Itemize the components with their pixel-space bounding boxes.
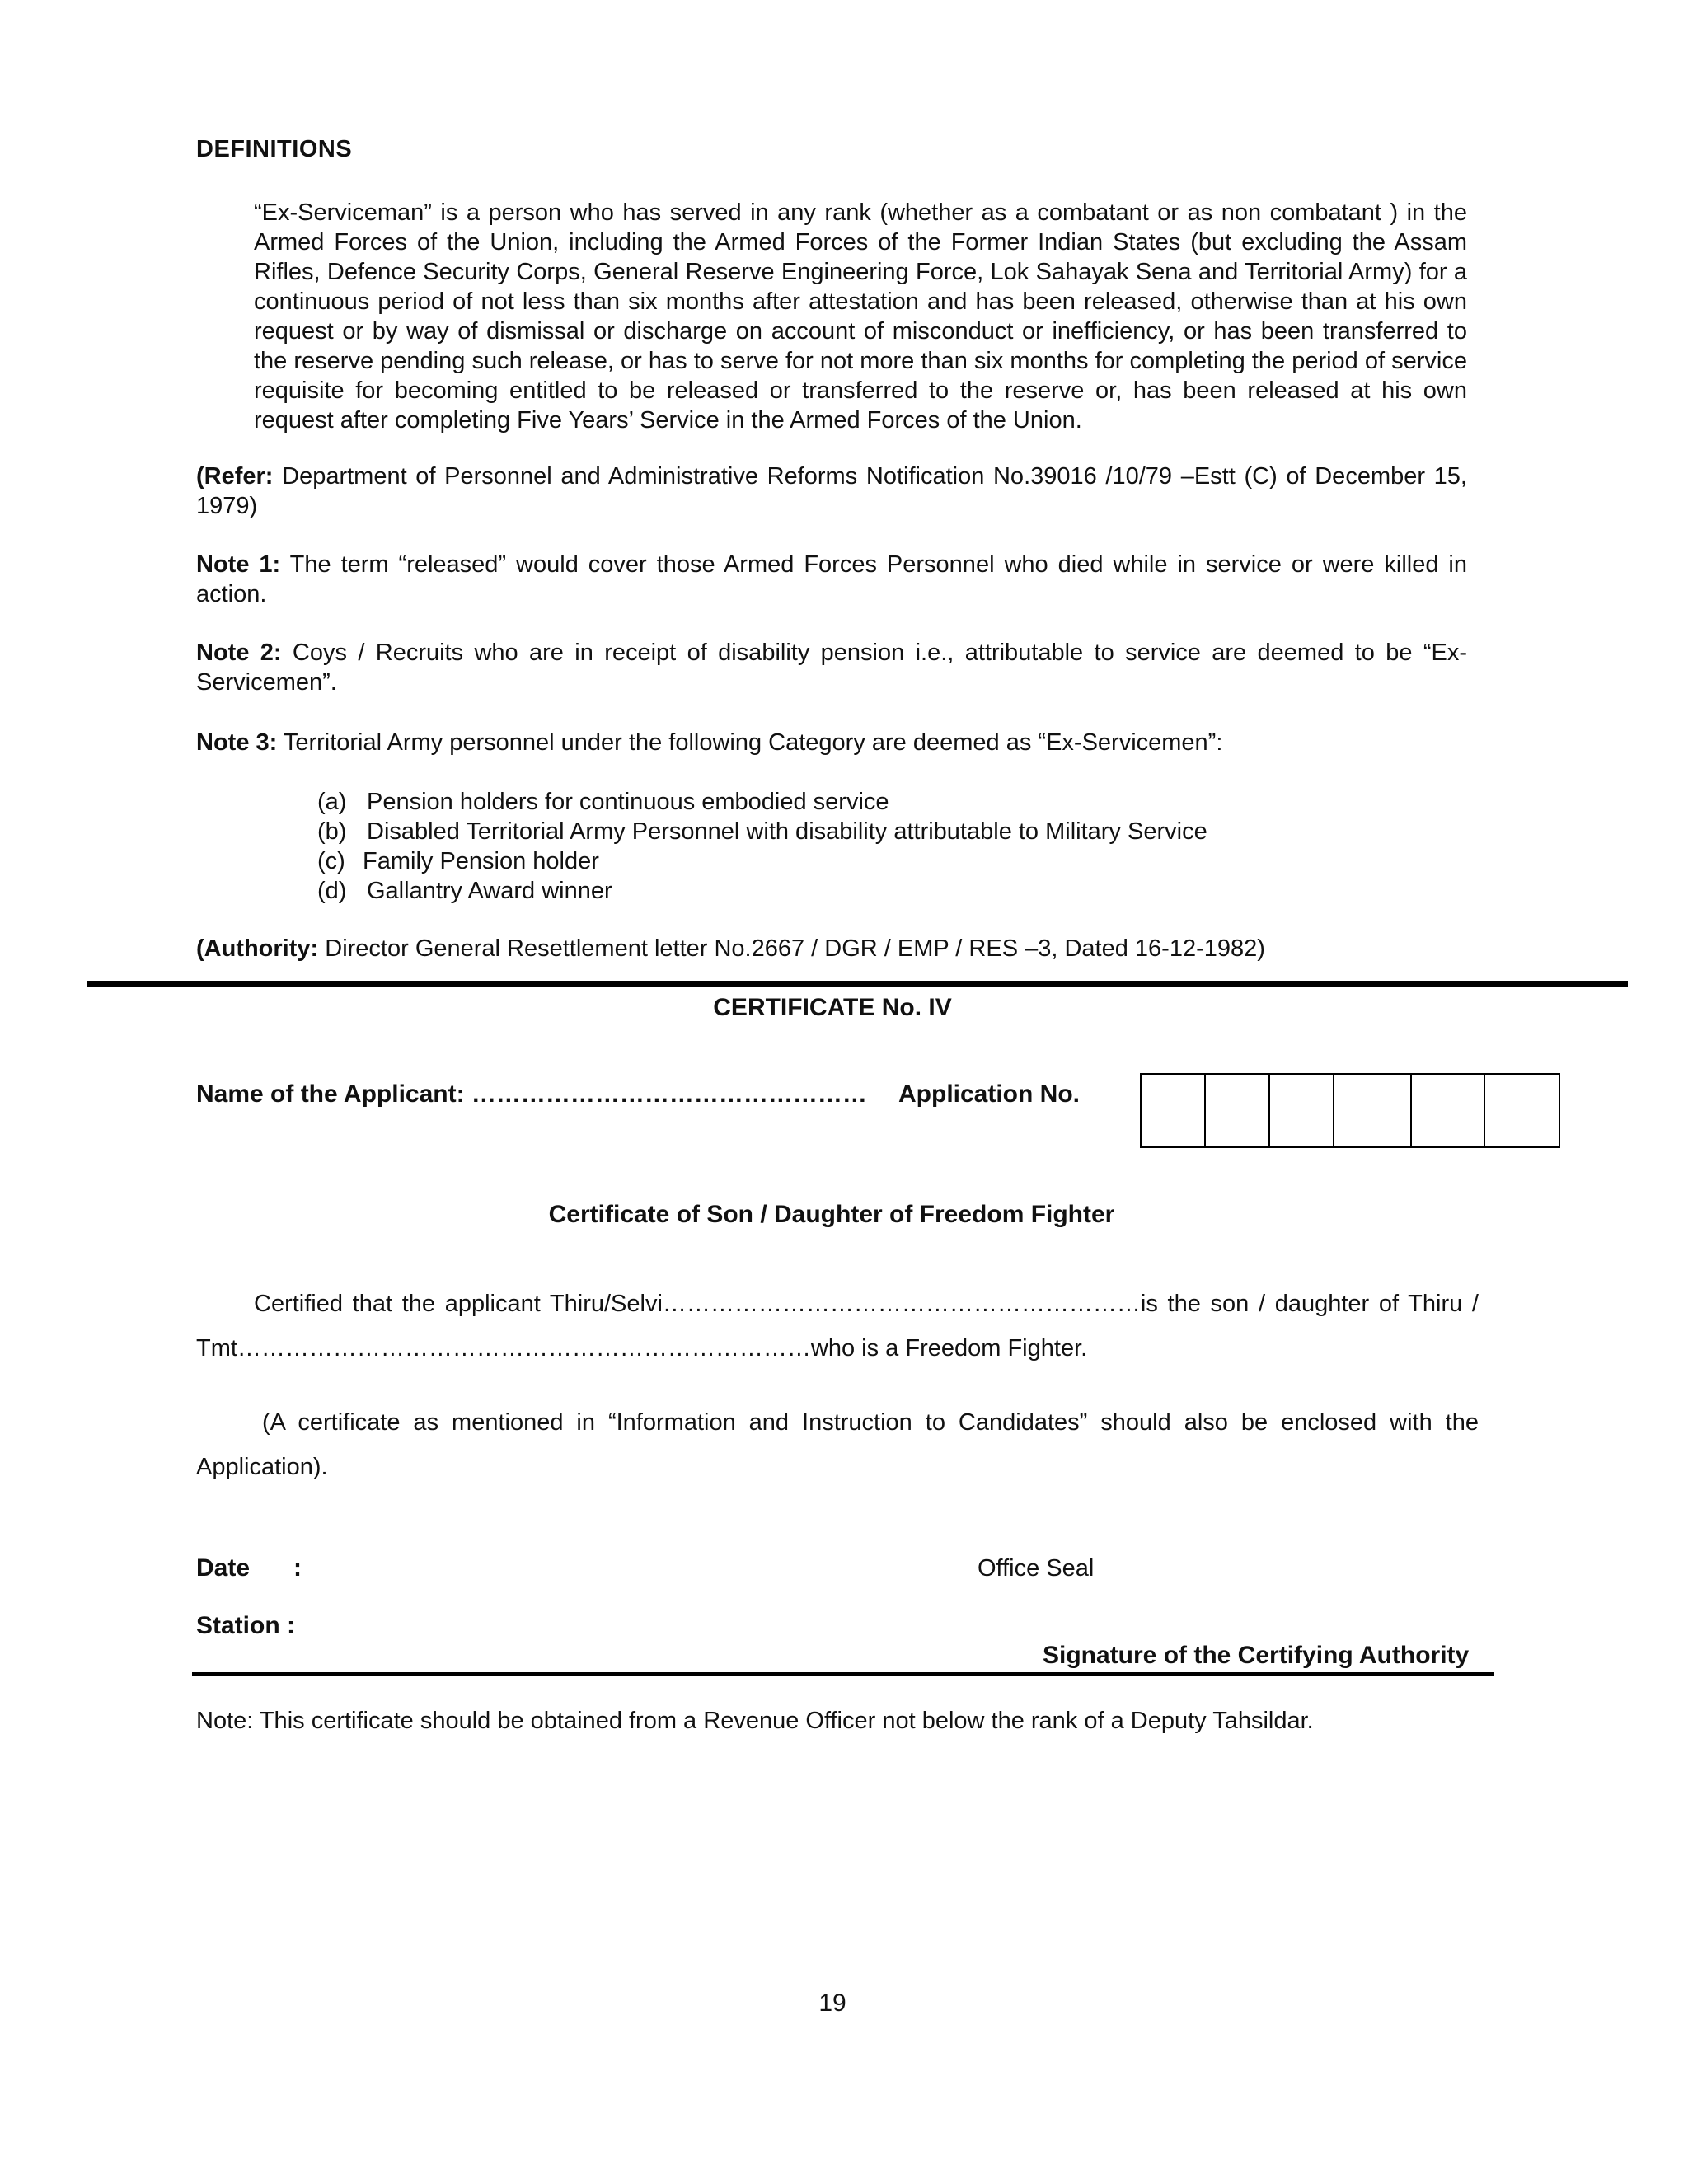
list-item-text: Gallantry Award winner xyxy=(367,878,612,904)
application-no-box[interactable] xyxy=(1206,1075,1270,1146)
office-seal-label: Office Seal xyxy=(978,1555,1095,1582)
category-list xyxy=(317,787,1207,906)
list-item-text: Disabled Territorial Army Personnel with disability attributable to Military Service xyxy=(367,818,1207,845)
authority-note xyxy=(196,934,1467,963)
list-item xyxy=(317,876,1207,906)
note-1-label: Note 1: xyxy=(196,551,281,578)
note-2 xyxy=(196,638,1467,697)
list-item xyxy=(317,817,1207,846)
list-item-text: Pension holders for continuous embodied service xyxy=(367,789,889,815)
list-item-label: (c) xyxy=(317,848,345,874)
signature-label: Signature of the Certifying Authority xyxy=(1043,1642,1470,1669)
note-2-label: Note 2: xyxy=(196,640,282,666)
certified-statement: Certified that the applicant Thiru/Selvi……………………………………………………is the son / daughter of Thiru / Tmt………………………………………………………………who is a Freedom Fighter. xyxy=(196,1291,1479,1361)
list-item-label: (d) xyxy=(317,878,347,904)
application-no-box[interactable] xyxy=(1412,1075,1485,1146)
refer-note xyxy=(196,462,1467,521)
authority-text: Director General Resettlement letter No.2667 / DGR / EMP / RES –3, Dated 16-12-1982) xyxy=(318,935,1265,962)
application-no-label: Application No. xyxy=(898,1080,1080,1108)
note-3-text: Territorial Army personnel under the following Category are deemed as “Ex-Servicemen”: xyxy=(277,729,1223,756)
list-item xyxy=(317,846,1207,876)
note-2-text: Coys / Recruits who are in receipt of disability pension i.e., attributable to service are deemed to be “Ex-Servicemen”. xyxy=(196,640,1467,696)
instruction-statement: (A certificate as mentioned in “Information and Instruction to Candidates” should also be enclosed with the Application). xyxy=(196,1409,1479,1480)
note-1 xyxy=(196,550,1467,609)
application-no-box[interactable] xyxy=(1334,1075,1412,1146)
date-label: Date xyxy=(196,1554,251,1582)
application-no-boxes[interactable] xyxy=(1140,1073,1560,1148)
application-no-box[interactable] xyxy=(1142,1075,1206,1146)
ex-serviceman-definition: “Ex-Serviceman” is a person who has served in any rank (whether as a combatant or as non combatant ) in the Armed Forces of the Union, including the Armed Forces of the Former Indian States (but excluding the Assam Rifles, Defence Security Corps, General Reserve Engineering Force, Lok Sahayak Sena and Territorial Army) for a continuous period of not less than six months after attestation and has been released, otherwise than at his own request or by way of dismissal or discharge on account of misconduct or inefficiency, or has been transferred to the reserve pending such release, or has to serve for not more than six months for completing the period of service requisite for becoming entitled to be released or transferred to the reserve or, has been released at his own request after completing Five Years’ Service in the Armed Forces of the Union. xyxy=(254,199,1467,434)
application-no-box[interactable] xyxy=(1485,1075,1559,1146)
list-item-label: (a) xyxy=(317,789,347,815)
certificate-note: Note: This certificate should be obtained from a Revenue Officer not below the rank of a Deputy Tahsildar. xyxy=(196,1708,1314,1734)
list-item-text: Family Pension holder xyxy=(363,848,599,874)
refer-label: (Refer: xyxy=(196,463,274,490)
authority-label: (Authority: xyxy=(196,935,319,962)
signature-divider xyxy=(192,1672,1494,1676)
certificate-subtitle: Certificate of Son / Daughter of Freedom Fighter xyxy=(548,1201,1115,1228)
list-item xyxy=(317,787,1207,817)
station-label: Station : xyxy=(196,1612,295,1639)
definitions-heading: DEFINITIONS xyxy=(196,136,353,162)
list-item-label: (b) xyxy=(317,818,347,845)
note-3 xyxy=(196,728,1467,757)
note-1-text: The term “released” would cover those Armed Forces Personnel who died while in service or were killed in action. xyxy=(196,551,1467,607)
refer-text: Department of Personnel and Administrative Reforms Notification No.39016 /10/79 –Estt (C) of December 15, 1979) xyxy=(196,463,1467,519)
date-colon: : xyxy=(293,1554,302,1582)
applicant-name-field[interactable]: Name of the Applicant: ………………………………………… xyxy=(196,1080,867,1108)
application-no-box[interactable] xyxy=(1270,1075,1334,1146)
page-number: 19 xyxy=(818,1990,846,2017)
section-divider xyxy=(87,981,1628,987)
certificate-title: CERTIFICATE No. IV xyxy=(713,994,952,1021)
note-3-label: Note 3: xyxy=(196,729,278,756)
